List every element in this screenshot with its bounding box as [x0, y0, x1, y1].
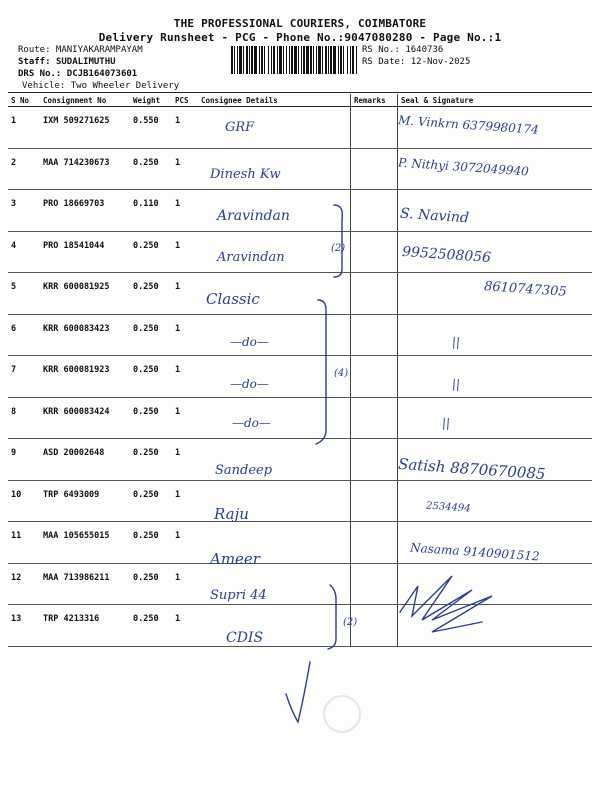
- cell-remarks: [351, 273, 398, 315]
- barcode-bar: [279, 46, 282, 74]
- barcode-bar: [316, 46, 317, 74]
- barcode-bar: [251, 46, 253, 74]
- barcode-bar: [322, 46, 323, 74]
- barcode-bar: [301, 46, 302, 74]
- handwritten-signature: ||: [451, 376, 461, 392]
- cell-consignment: MAA 714230673: [40, 148, 130, 190]
- cell-sno: 9: [8, 439, 40, 481]
- handwritten-consignee: Supri 44: [210, 588, 267, 603]
- handwritten-signature: 8610747305: [483, 279, 568, 300]
- cell-consignee: [198, 397, 351, 439]
- cell-weight: 0.250: [130, 480, 172, 522]
- barcode-bar: [286, 46, 287, 74]
- barcode-bar: [277, 46, 278, 74]
- barcode-bar: [289, 46, 290, 74]
- handwritten-consignee: —do—: [232, 416, 271, 430]
- cell-pcs: 1: [172, 480, 198, 522]
- cell-consignment: KRR 600081923: [40, 356, 130, 398]
- cell-sno: 4: [8, 231, 40, 273]
- cell-sno: 13: [8, 605, 40, 647]
- cell-remarks: [351, 480, 398, 522]
- cell-pcs: 1: [172, 605, 198, 647]
- check-mark: [286, 662, 310, 722]
- cell-sno: 8: [8, 397, 40, 439]
- bracket-annotation: (2): [343, 617, 358, 628]
- handwritten-signature: 2534494: [425, 500, 471, 515]
- barcode-bar: [283, 46, 284, 74]
- barcode: [231, 46, 357, 74]
- cell-remarks: [351, 190, 398, 232]
- table-row: [8, 480, 592, 522]
- cell-consignment: ASD 20002648: [40, 439, 130, 481]
- cell-weight: 0.250: [130, 439, 172, 481]
- cell-consignment: KRR 600081925: [40, 273, 130, 315]
- staff-line: [18, 57, 116, 67]
- handwritten-consignee: Dinesh Kw: [210, 167, 281, 182]
- barcode-bar: [340, 46, 342, 74]
- cell-pcs: 1: [172, 563, 198, 605]
- handwritten-consignee: Raju: [214, 505, 249, 523]
- barcode-bar: [237, 46, 238, 74]
- handwritten-signature: 9952508056: [401, 243, 492, 267]
- cell-pcs: 1: [172, 314, 198, 356]
- barcode-bar: [291, 46, 293, 74]
- cell-weight: 0.250: [130, 231, 172, 273]
- cell-signature: [398, 356, 593, 398]
- cell-consignment: PRO 18541044: [40, 231, 130, 273]
- staff-label: Staff:: [18, 57, 51, 67]
- cell-remarks: [351, 107, 398, 149]
- cell-remarks: [351, 314, 398, 356]
- drs-line: [18, 69, 137, 79]
- table-row: [8, 605, 592, 647]
- col-weight: Weight: [130, 94, 172, 107]
- rs-date: RS Date: 12-Nov-2025: [362, 57, 471, 67]
- cell-weight: 0.250: [130, 273, 172, 315]
- barcode-bar: [261, 46, 263, 74]
- handwritten-signature: Nasama 9140901512: [409, 540, 541, 564]
- cell-weight: 0.250: [130, 397, 172, 439]
- cell-sno: 6: [8, 314, 40, 356]
- header-rule: [8, 92, 592, 93]
- runsheet-subtitle: Delivery Runsheet - PCG - Phone No.:9047080280 - Page No.:1: [98, 31, 502, 44]
- cell-weight: 0.110: [130, 190, 172, 232]
- cell-weight: 0.250: [130, 356, 172, 398]
- cell-sno: 11: [8, 522, 40, 564]
- barcode-bar: [254, 46, 257, 74]
- barcode-bar: [347, 46, 348, 74]
- handwritten-consignee: GRF: [225, 120, 255, 135]
- handwritten-signature: M. Vinkrn 6379980174: [397, 113, 540, 137]
- barcode-bar: [352, 46, 354, 74]
- cell-remarks: [351, 605, 398, 647]
- cell-weight: 0.250: [130, 605, 172, 647]
- cell-pcs: 1: [172, 231, 198, 273]
- cell-sno: 7: [8, 356, 40, 398]
- cell-pcs: 1: [172, 190, 198, 232]
- barcode-bar: [343, 46, 344, 74]
- barcode-bar: [243, 46, 244, 74]
- barcode-bar: [273, 46, 275, 74]
- barcode-bar: [310, 46, 312, 74]
- cell-consignment: TRP 6493009: [40, 480, 130, 522]
- vehicle-text: Vehicle: Two Wheeler Delivery: [22, 81, 180, 91]
- staff-name: SUDALIMUTHU: [55, 57, 116, 67]
- company-title: THE PROFESSIONAL COURIERS, COIMBATORE: [173, 17, 427, 30]
- barcode-bar: [234, 46, 235, 74]
- cell-remarks: [351, 522, 398, 564]
- barcode-bar: [303, 46, 305, 74]
- cell-remarks: [351, 231, 398, 273]
- cell-consignment: TRP 4213316: [40, 605, 130, 647]
- cell-signature: [398, 563, 593, 605]
- cell-consignee: [198, 605, 351, 647]
- bracket-annotation: (4): [334, 368, 349, 379]
- col-pcs: PCS: [172, 94, 198, 107]
- barcode-bar: [268, 46, 269, 74]
- cell-consignment: KRR 600083424: [40, 397, 130, 439]
- faint-stamp: [324, 696, 360, 732]
- cell-sno: 5: [8, 273, 40, 315]
- cell-weight: 0.550: [130, 107, 172, 149]
- drs-label: DRS No.:: [18, 69, 62, 79]
- cell-signature: [398, 397, 593, 439]
- barcode-bar: [333, 46, 336, 74]
- col-remarks: Remarks: [351, 94, 398, 107]
- cell-consignment: KRR 600083423: [40, 314, 130, 356]
- cell-remarks: [351, 148, 398, 190]
- col-consignee: Consignee Details: [198, 94, 351, 107]
- handwritten-consignee: —do—: [230, 335, 269, 349]
- cell-sno: 1: [8, 107, 40, 149]
- cell-consignment: IXM 509271625: [40, 107, 130, 149]
- barcode-bar: [330, 46, 332, 74]
- handwritten-consignee: Sandeep: [215, 463, 273, 478]
- cell-signature: [398, 605, 593, 647]
- cell-remarks: [351, 397, 398, 439]
- handwritten-signature: ||: [451, 334, 461, 350]
- handwritten-signature: ||: [441, 415, 451, 431]
- col-signature: Seal & Signature: [398, 94, 593, 107]
- handwritten-consignee: —do—: [230, 377, 269, 391]
- table-row: [8, 231, 592, 273]
- cell-pcs: 1: [172, 107, 198, 149]
- barcode-bar: [338, 46, 339, 74]
- barcode-bar: [259, 46, 260, 74]
- cell-pcs: 1: [172, 522, 198, 564]
- handwritten-consignee: Aravindan: [217, 208, 290, 224]
- barcode-bar: [298, 46, 299, 74]
- barcode-bar: [239, 46, 242, 74]
- cell-consignment: MAA 713986211: [40, 563, 130, 605]
- barcode-bar: [271, 46, 272, 74]
- cell-sno: 12: [8, 563, 40, 605]
- cell-pcs: 1: [172, 148, 198, 190]
- handwritten-signature: Satish 8870670085: [397, 454, 547, 484]
- barcode-bar: [294, 46, 297, 74]
- barcode-bar: [306, 46, 309, 74]
- rs-number: RS No.: 1640736: [362, 45, 444, 55]
- cell-remarks: [351, 563, 398, 605]
- barcode-bar: [249, 46, 250, 74]
- handwritten-consignee: Ameer: [210, 550, 260, 568]
- route-text: Route: MANIYAKARAMPAYAM: [18, 45, 143, 55]
- cell-weight: 0.250: [130, 563, 172, 605]
- drs-number: DCJB164073601: [66, 69, 138, 79]
- handwritten-consignee: Aravindan: [217, 250, 285, 265]
- cell-weight: 0.250: [130, 314, 172, 356]
- cell-weight: 0.250: [130, 148, 172, 190]
- cell-pcs: 1: [172, 397, 198, 439]
- bracket-annotation: (2): [331, 243, 346, 254]
- col-sno: S No: [8, 94, 40, 107]
- table-row: [8, 397, 592, 439]
- cell-sno: 2: [8, 148, 40, 190]
- table-row: [8, 314, 592, 356]
- barcode-bar: [350, 46, 351, 74]
- table-row: [8, 563, 592, 605]
- cell-sno: 3: [8, 190, 40, 232]
- cell-remarks: [351, 439, 398, 481]
- cell-pcs: 1: [172, 439, 198, 481]
- table-row: [8, 190, 592, 232]
- cell-consignee: [198, 356, 351, 398]
- cell-consignee: [198, 107, 351, 149]
- table-row: [8, 356, 592, 398]
- barcode-bar: [318, 46, 321, 74]
- barcode-bar: [264, 46, 265, 74]
- cell-sno: 10: [8, 480, 40, 522]
- cell-consignment: PRO 18669703: [40, 190, 130, 232]
- handwritten-consignee: Classic: [206, 290, 260, 308]
- barcode-bar: [325, 46, 327, 74]
- cell-pcs: 1: [172, 273, 198, 315]
- barcode-bar: [231, 46, 233, 74]
- cell-consignee: [198, 314, 351, 356]
- cell-remarks: [351, 356, 398, 398]
- cell-consignment: MAA 105655015: [40, 522, 130, 564]
- cell-signature: [398, 314, 593, 356]
- barcode-bar: [246, 46, 248, 74]
- barcode-bar: [313, 46, 314, 74]
- handwritten-consignee: CDIS: [226, 630, 264, 646]
- handwritten-signature: P. Nithyi 3072049940: [397, 155, 530, 179]
- col-consignment: Consignment No: [40, 94, 130, 107]
- cell-pcs: 1: [172, 356, 198, 398]
- handwritten-signature: S. Navind: [399, 205, 470, 227]
- cell-weight: 0.250: [130, 522, 172, 564]
- barcode-bar: [356, 46, 357, 74]
- table-header: [8, 94, 592, 107]
- barcode-bar: [328, 46, 329, 74]
